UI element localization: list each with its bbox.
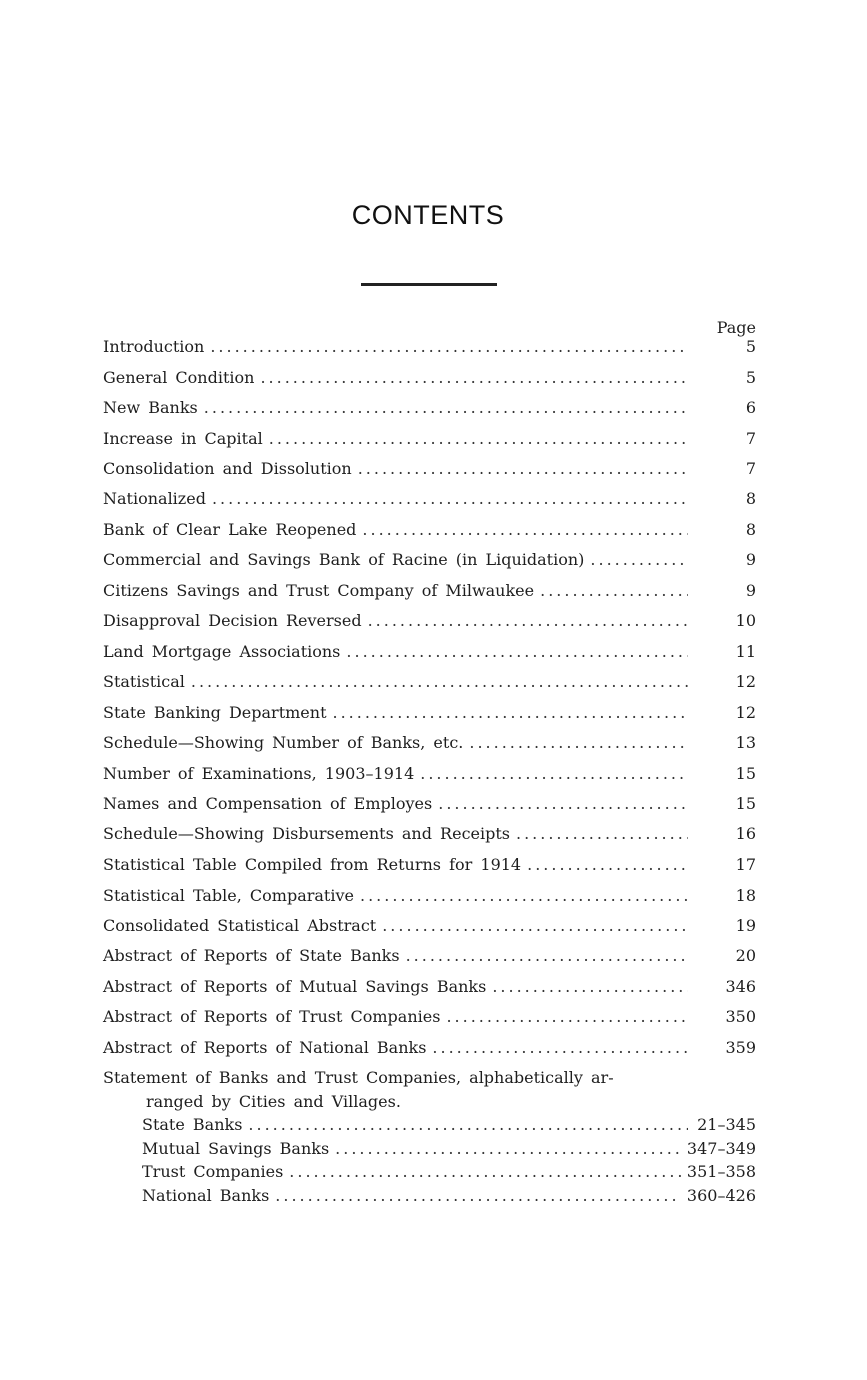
toc-entry[interactable] xyxy=(103,457,756,481)
toc-entry-label: Mutual Savings Banks xyxy=(142,1139,330,1158)
toc-entry[interactable] xyxy=(103,335,756,359)
toc-entry[interactable] xyxy=(103,1036,756,1060)
dot-leader xyxy=(368,609,688,633)
toc-entry-label: Nationalized xyxy=(103,489,206,508)
toc-entry-label: Bank of Clear Lake Reopened xyxy=(103,520,357,539)
toc-entry-label: Abstract of Reports of National Banks xyxy=(103,1038,427,1057)
dot-leader xyxy=(382,914,688,938)
toc-entry-label: Increase in Capital xyxy=(103,429,263,448)
dot-leader xyxy=(335,1137,681,1161)
dot-leader xyxy=(333,701,689,725)
toc-entry-page: 7 xyxy=(745,459,756,478)
toc-entry-label: Disapproval Decision Reversed xyxy=(103,611,362,630)
toc-entry-page: 7 xyxy=(745,429,756,448)
toc-entry-page: 359 xyxy=(725,1038,756,1057)
dot-leader xyxy=(590,548,688,572)
toc-entry[interactable] xyxy=(103,518,756,542)
dot-leader xyxy=(346,640,688,664)
toc-entry-label: New Banks xyxy=(103,398,198,417)
statement-line: Statement of Banks and Trust Companies, alphabetically ar- xyxy=(103,1068,614,1087)
toc-sub-entry[interactable] xyxy=(142,1160,756,1184)
dot-leader xyxy=(527,853,688,877)
toc-entry-label: Abstract of Reports of Trust Companies xyxy=(103,1007,441,1026)
toc-entry-page: 17 xyxy=(735,855,756,874)
toc-entry-label: Citizens Savings and Trust Company of Milwaukee xyxy=(103,581,535,600)
statement-line: ranged by Cities and Villages. xyxy=(146,1092,401,1111)
toc-entry[interactable] xyxy=(103,427,756,451)
dot-leader xyxy=(210,335,688,359)
statement-heading xyxy=(103,1066,693,1114)
toc-entry[interactable] xyxy=(103,396,756,420)
toc-entry-page: 19 xyxy=(735,916,756,935)
dot-leader xyxy=(191,670,688,694)
dot-leader xyxy=(406,944,688,968)
toc-sub-entry[interactable] xyxy=(142,1184,756,1208)
toc-entry-label: Statistical xyxy=(103,672,185,691)
toc-entry-page: 6 xyxy=(745,398,756,417)
toc-entry-page: 20 xyxy=(735,946,756,965)
dot-leader xyxy=(275,1184,681,1208)
toc-entry[interactable] xyxy=(103,731,756,755)
toc-entry[interactable] xyxy=(103,640,756,664)
toc-entry-page: 21–345 xyxy=(697,1115,756,1134)
toc-entry[interactable] xyxy=(103,884,756,908)
toc-entry-label: Abstract of Reports of State Banks xyxy=(103,946,400,965)
toc-sub-entry[interactable] xyxy=(142,1113,756,1137)
toc-entry[interactable] xyxy=(103,670,756,694)
dot-leader xyxy=(420,762,688,786)
toc-entry-page: 351–358 xyxy=(686,1162,756,1181)
dot-leader xyxy=(289,1160,681,1184)
toc-entry-label: General Condition xyxy=(103,368,255,387)
dot-leader xyxy=(269,427,688,451)
toc-entry-label: Consolidation and Dissolution xyxy=(103,459,352,478)
toc-entry-page: 8 xyxy=(745,520,756,539)
toc-entry-page: 5 xyxy=(745,337,756,356)
toc-entry-label: Introduction xyxy=(103,337,205,356)
toc-entry-page: 8 xyxy=(745,489,756,508)
toc-entry-page: 18 xyxy=(735,886,756,905)
dot-leader xyxy=(446,1005,688,1029)
dot-leader xyxy=(204,396,688,420)
toc-entry[interactable] xyxy=(103,548,756,572)
toc-entry-page: 13 xyxy=(735,733,756,752)
toc-entry[interactable] xyxy=(103,609,756,633)
toc-entry[interactable] xyxy=(103,792,756,816)
toc-entry[interactable] xyxy=(103,366,756,390)
toc-entry-label: Trust Companies xyxy=(142,1162,284,1181)
toc-entry[interactable] xyxy=(103,762,756,786)
toc-entry-page: 11 xyxy=(735,642,756,661)
dot-leader xyxy=(360,884,688,908)
toc-sub-entry[interactable] xyxy=(142,1137,756,1161)
toc-entry-page: 346 xyxy=(725,977,756,996)
toc-entry-label: Schedule—Showing Disbursements and Receipts xyxy=(103,824,510,843)
toc-entry-page: 350 xyxy=(725,1007,756,1026)
toc-entry-label: Schedule—Showing Number of Banks, etc. xyxy=(103,733,464,752)
page-column-header: Page xyxy=(716,318,756,337)
toc-entry-page: 360–426 xyxy=(686,1186,756,1205)
toc-entry-page: 9 xyxy=(745,581,756,600)
dot-leader xyxy=(516,822,688,846)
toc-entry-label: State Banks xyxy=(142,1115,243,1134)
toc-entry-page: 10 xyxy=(735,611,756,630)
dot-leader xyxy=(469,731,688,755)
page-title: CONTENTS xyxy=(351,200,505,230)
toc-entry[interactable] xyxy=(103,822,756,846)
toc-entry-page: 347–349 xyxy=(686,1139,756,1158)
toc-entry-page: 5 xyxy=(745,368,756,387)
toc-entry-label: State Banking Department xyxy=(103,703,327,722)
toc-entry-page: 15 xyxy=(735,794,756,813)
toc-entry[interactable] xyxy=(103,579,756,603)
dot-leader xyxy=(492,975,688,999)
toc-entry-label: Number of Examinations, 1903–1914 xyxy=(103,764,415,783)
toc-entry-label: National Banks xyxy=(142,1186,270,1205)
toc-entry-label: Statistical Table Compiled from Returns for 1914 xyxy=(103,855,522,874)
dot-leader xyxy=(248,1113,688,1137)
toc-entry[interactable] xyxy=(103,1005,756,1029)
toc-entry-label: Names and Compensation of Employes xyxy=(103,794,433,813)
dot-leader xyxy=(260,366,688,390)
toc-entry-label: Consolidated Statistical Abstract xyxy=(103,916,377,935)
toc-entry[interactable] xyxy=(103,487,756,511)
toc-entry-label: Statistical Table, Comparative xyxy=(103,886,354,905)
toc-entry-label: Land Mortgage Associations xyxy=(103,642,341,661)
toc-entry-page: 12 xyxy=(735,703,756,722)
toc-entry[interactable] xyxy=(103,701,756,725)
dot-leader xyxy=(540,579,688,603)
toc-entry[interactable] xyxy=(103,975,756,999)
dot-leader xyxy=(212,487,688,511)
toc-entry-page: 9 xyxy=(745,550,756,569)
toc-entry[interactable] xyxy=(103,914,756,938)
toc-entry-page: 15 xyxy=(735,764,756,783)
dot-leader xyxy=(362,518,688,542)
toc-entry-page: 16 xyxy=(735,824,756,843)
toc-entry[interactable] xyxy=(103,853,756,877)
toc-entry-label: Commercial and Savings Bank of Racine (in Liquidation) xyxy=(103,550,585,569)
dot-leader xyxy=(358,457,688,481)
toc-entry-page: 12 xyxy=(735,672,756,691)
toc-entry-label: Abstract of Reports of Mutual Savings Banks xyxy=(103,977,487,996)
dot-leader xyxy=(438,792,688,816)
dot-leader xyxy=(432,1036,688,1060)
toc-entry[interactable] xyxy=(103,944,756,968)
